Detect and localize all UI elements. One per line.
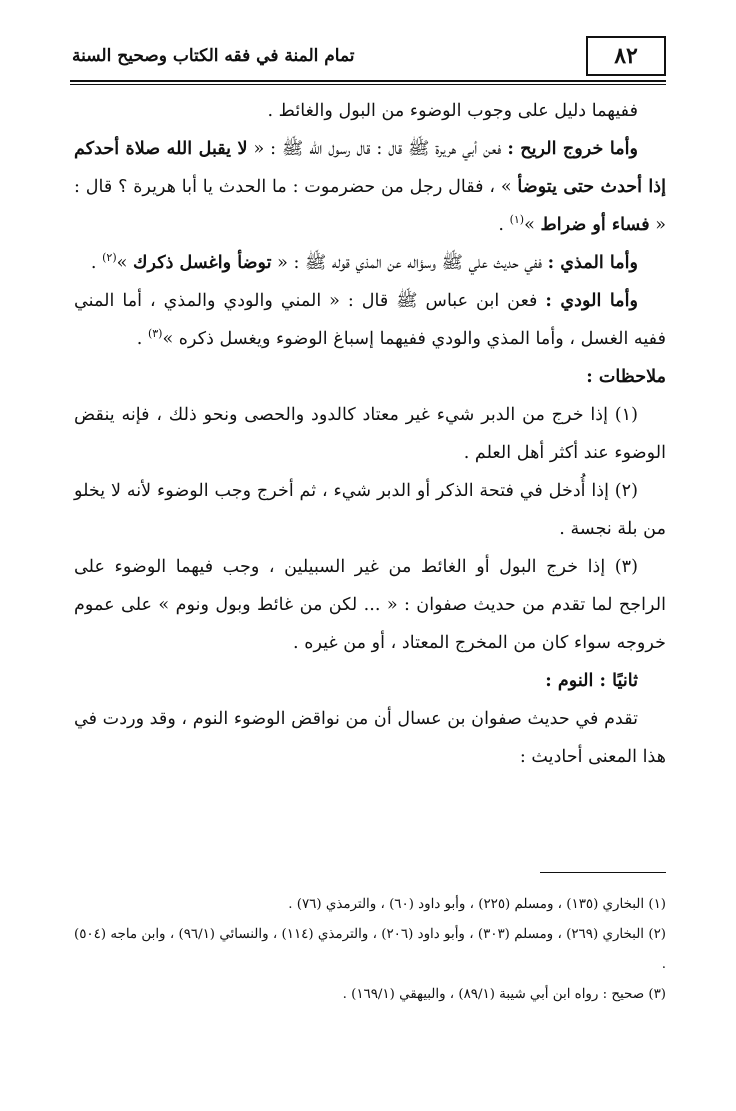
text-segment: » — [524, 215, 541, 235]
note-item: (٣) إذا خرج البول أو الغائط من غير السبيلين ، وجب فيهما الوضوء على الراجح لما تقدم من حديث صفوان : « ... لكن من غائط وبول ونوم » على عموم خروجه سواء كان من المخرج المعتاد ، أو من غيره . — [74, 557, 666, 653]
paragraph-urine-feces: ففيهما دليل على وجوب الوضوء من البول والغائط . — [267, 101, 638, 121]
header-rule-thin — [70, 84, 666, 85]
footnote-ref: (١) — [509, 213, 525, 227]
section-heading: ثانيًا : النوم : — [545, 670, 638, 691]
text-segment: » ، فقال رجل من حضرموت : ما الحدث يا أبا هريرة ؟ قال : « — [74, 177, 666, 235]
footnotes — [74, 890, 666, 1010]
footnote-separator — [540, 872, 666, 873]
paragraph-wind — [74, 130, 666, 244]
main-text — [74, 92, 666, 776]
text-segment: فعن أبي هريرة ﷺ قال : قال رسول الله ﷺ : « — [247, 139, 508, 159]
hadith-quote: فساء أو ضراط — [540, 214, 650, 235]
page-header — [70, 36, 666, 84]
text-segment: » — [116, 253, 133, 273]
page-number: ٨٢ — [586, 36, 666, 76]
note-item: (١) إذا خرج من الدبر شيء غير معتاد كالدود والحصى ونحو ذلك ، فإنه ينقض الوضوء عند أكثر أهل العلم . — [74, 405, 666, 463]
hadith-quote: توضأ واغسل ذكرك — [132, 252, 272, 273]
footnote-item: (٢) البخاري (٢٦٩) ، ومسلم (٣٠٣) ، وأبو داود (٢٠٦) ، والترمذي (١١٤) ، والنسائي (٩٦/١) ، وابن ماجه (٥٠٤) . — [74, 927, 666, 972]
text-segment: ففي حديث علي ﷺ وسؤاله عن المذي قوله ﷺ : « — [271, 253, 548, 273]
hadith-quote: لا يقبل الله صلاة أحدكم إذا أحدث حتى يتوضأ — [74, 138, 667, 197]
topic-lead: وأما المذي : — [547, 252, 638, 273]
notes-heading: ملاحظات : — [586, 366, 666, 387]
text-segment: . — [90, 253, 103, 273]
paragraph-madhy — [74, 244, 666, 282]
text-segment: فعن ابن عباس ﷺ قال : « المني والودي والمذي ، أما المني ففيه الغسل ، وأما المذي والودي ففيهما إسباغ الوضوء ويغسل ذكره » — [74, 291, 666, 349]
note-item: (٢) إذا أُدخل في فتحة الذكر أو الدبر شيء ، ثم أخرج وجب الوضوء لأنه لا يخلو من بلة نجسة . — [74, 481, 666, 539]
header-rule — [70, 80, 666, 82]
footnote-ref: (٢) — [102, 251, 117, 265]
topic-lead: وأما خروج الريح : — [507, 138, 638, 159]
text-segment: . — [136, 329, 148, 349]
paragraph-wadi — [74, 282, 666, 358]
running-title: تمام المنة في فقه الكتاب وصحيح السنة — [72, 46, 355, 66]
paragraph-sleep: تقدم في حديث صفوان بن عسال أن من نواقض الوضوء النوم ، وقد وردت في هذا المعنى أحاديث : — [74, 709, 666, 767]
text-segment: . — [498, 215, 510, 235]
footnote-item: (١) البخاري (١٣٥) ، ومسلم (٢٢٥) ، وأبو داود (٦٠) ، والترمذي (٧٦) . — [288, 897, 666, 912]
footnote-item: (٣) صحيح : رواه ابن أبي شيبة (٨٩/١) ، والبيهقي (١٦٩/١) . — [342, 987, 666, 1002]
footnote-ref: (٣) — [147, 327, 163, 341]
topic-lead: وأما الودي : — [545, 290, 638, 311]
